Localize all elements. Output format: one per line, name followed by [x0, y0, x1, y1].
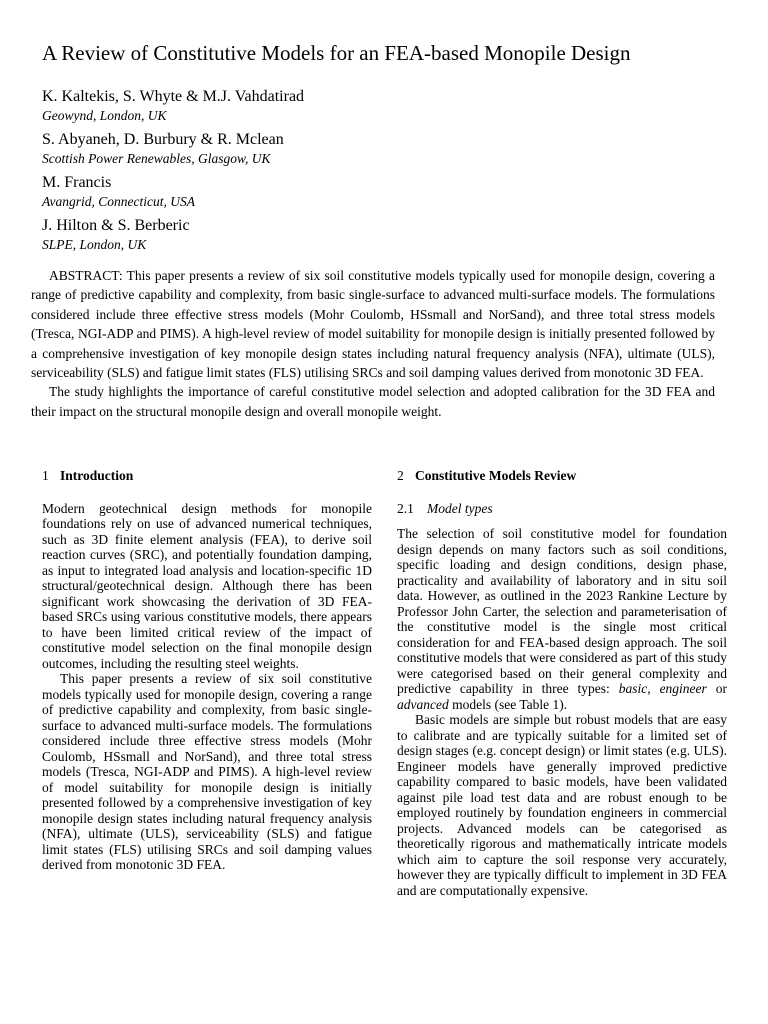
body-paragraph: Basic models are simple but robust models that are easy to calibrate and are typically suitable for a limited set of design stages (e.g. concept design) or limit states (e.g. ULS). Engineer models have generally improved predictive capability compared to basic models, have been validated against pile load test data and are robust enough to be employed routinely by foundation engineers in commercial projects. Advanced models can be categorised as theoretically rigorous and mathematically intricate models which aim to capture the soil response very accurately, however they are typically difficult to implement in 3D FEA and are computationally expensive.	[397, 712, 727, 898]
section-number: 2	[397, 468, 404, 483]
section-number: 1	[42, 468, 49, 483]
section-title: Constitutive Models Review	[415, 468, 577, 483]
paragraph-text: models (see Table 1).	[448, 696, 568, 712]
body-paragraph: This paper presents a review of six soil constitutive models typically used for monopile design, covering a range of predictive capability and complexity, from basic single-surface to advanced multi-surface models. The formulations considered include three effective stress models (Mohr Coulomb, HSsmall and NorSand), and three total stress models (Tresca, NGI-ADP and PIMS). A high-level review of model suitability for monopile design is initially presented followed by a comprehensive investigation of key monopile design states including natural frequency analysis (NFA), ultimate (ULS), serviceability (SLS) and fatigue limit states (FLS) utilising SRCs and soil damping values derived from monotonic 3D FEA.	[42, 671, 372, 872]
separator: ,	[647, 681, 660, 696]
separator: or	[706, 681, 728, 696]
section-heading-introduction	[42, 468, 372, 484]
right-column	[397, 468, 727, 898]
paper-title: A Review of Constitutive Models for an FEA-based Monopile Design	[42, 41, 631, 65]
author-block	[42, 87, 722, 124]
author-affiliation: Scottish Power Renewables, Glasgow, UK	[42, 151, 271, 166]
term-advanced: advanced	[397, 696, 449, 712]
subsection-number: 2.1	[397, 500, 414, 516]
author-affiliation: Geowynd, London, UK	[42, 108, 167, 123]
body-paragraph	[397, 526, 727, 712]
section-title: Introduction	[60, 468, 134, 483]
author-list	[42, 87, 722, 259]
author-block	[42, 216, 722, 253]
subsection-heading-model-types	[397, 501, 727, 517]
body-paragraph: Modern geotechnical design methods for monopile foundations rely on use of advanced numerical techniques, such as 3D finite element analysis (FEA), to derive soil reaction curves (SRC), and potentially foundation damping, as input to integrated load analysis and location-specific 1D structural/geotechnical design. Although there has been significant work showcasing the derivation of 3D FEA-based SRCs using various constitutive models, there appears to have been limited critical review of the impact of constitutive model selection on the final monopile design outcomes, including the resulting steel weights.	[42, 500, 372, 671]
subsection-title: Model types	[427, 500, 493, 516]
author-names: S. Abyaneh, D. Burbury & R. Mclean	[42, 131, 284, 148]
term-basic: basic	[618, 681, 648, 696]
section-heading-constitutive-models	[397, 468, 727, 484]
abstract	[31, 266, 715, 421]
paragraph-text: The selection of soil constitutive model for foundation design depends on many factors such as soil conditions, specific loading and design conditions, design phase, practicality and availability of laboratory and in situ soil data. However, as outlined in the 2023 Rankine Lecture by Professor John Carter, the selection and parameterisation of the constitutive model is the single most critical consideration for and FEA-based design approach. The soil constitutive models that were considered as part of this study were categorised based on their general complexity and predictive capability in three types:	[397, 526, 727, 696]
abstract-paragraph: The study highlights the importance of careful constitutive model selection and adopted calibration for the 3D FEA and their impact on the structural monopile design and overall monopile weight.	[31, 384, 715, 419]
author-names: J. Hilton & S. Berberic	[42, 217, 190, 234]
left-column	[42, 468, 372, 873]
author-block	[42, 130, 722, 167]
author-block	[42, 173, 722, 210]
author-affiliation: SLPE, London, UK	[42, 237, 147, 252]
author-affiliation: Avangrid, Connecticut, USA	[42, 194, 195, 209]
abstract-paragraph: ABSTRACT: This paper presents a review of six soil constitutive models typically used for monopile design, covering a range of predictive capability and complexity, from basic single-surface to advanced multi-surface models. The formulations considered include three effective stress models (Mohr Coulomb, HSsmall and NorSand), and three total stress models (Tresca, NGI-ADP and PIMS). A high-level review of model suitability for monopile design is initially presented followed by a comprehensive investigation of key monopile design states including natural frequency analysis (NFA), ultimate (ULS), serviceability (SLS) and fatigue limit states (FLS) utilising SRCs and soil damping values derived from monotonic 3D FEA.	[31, 268, 715, 381]
term-engineer: engineer	[659, 681, 707, 696]
author-names: M. Francis	[42, 174, 112, 191]
author-names: K. Kaltekis, S. Whyte & M.J. Vahdatirad	[42, 88, 305, 105]
